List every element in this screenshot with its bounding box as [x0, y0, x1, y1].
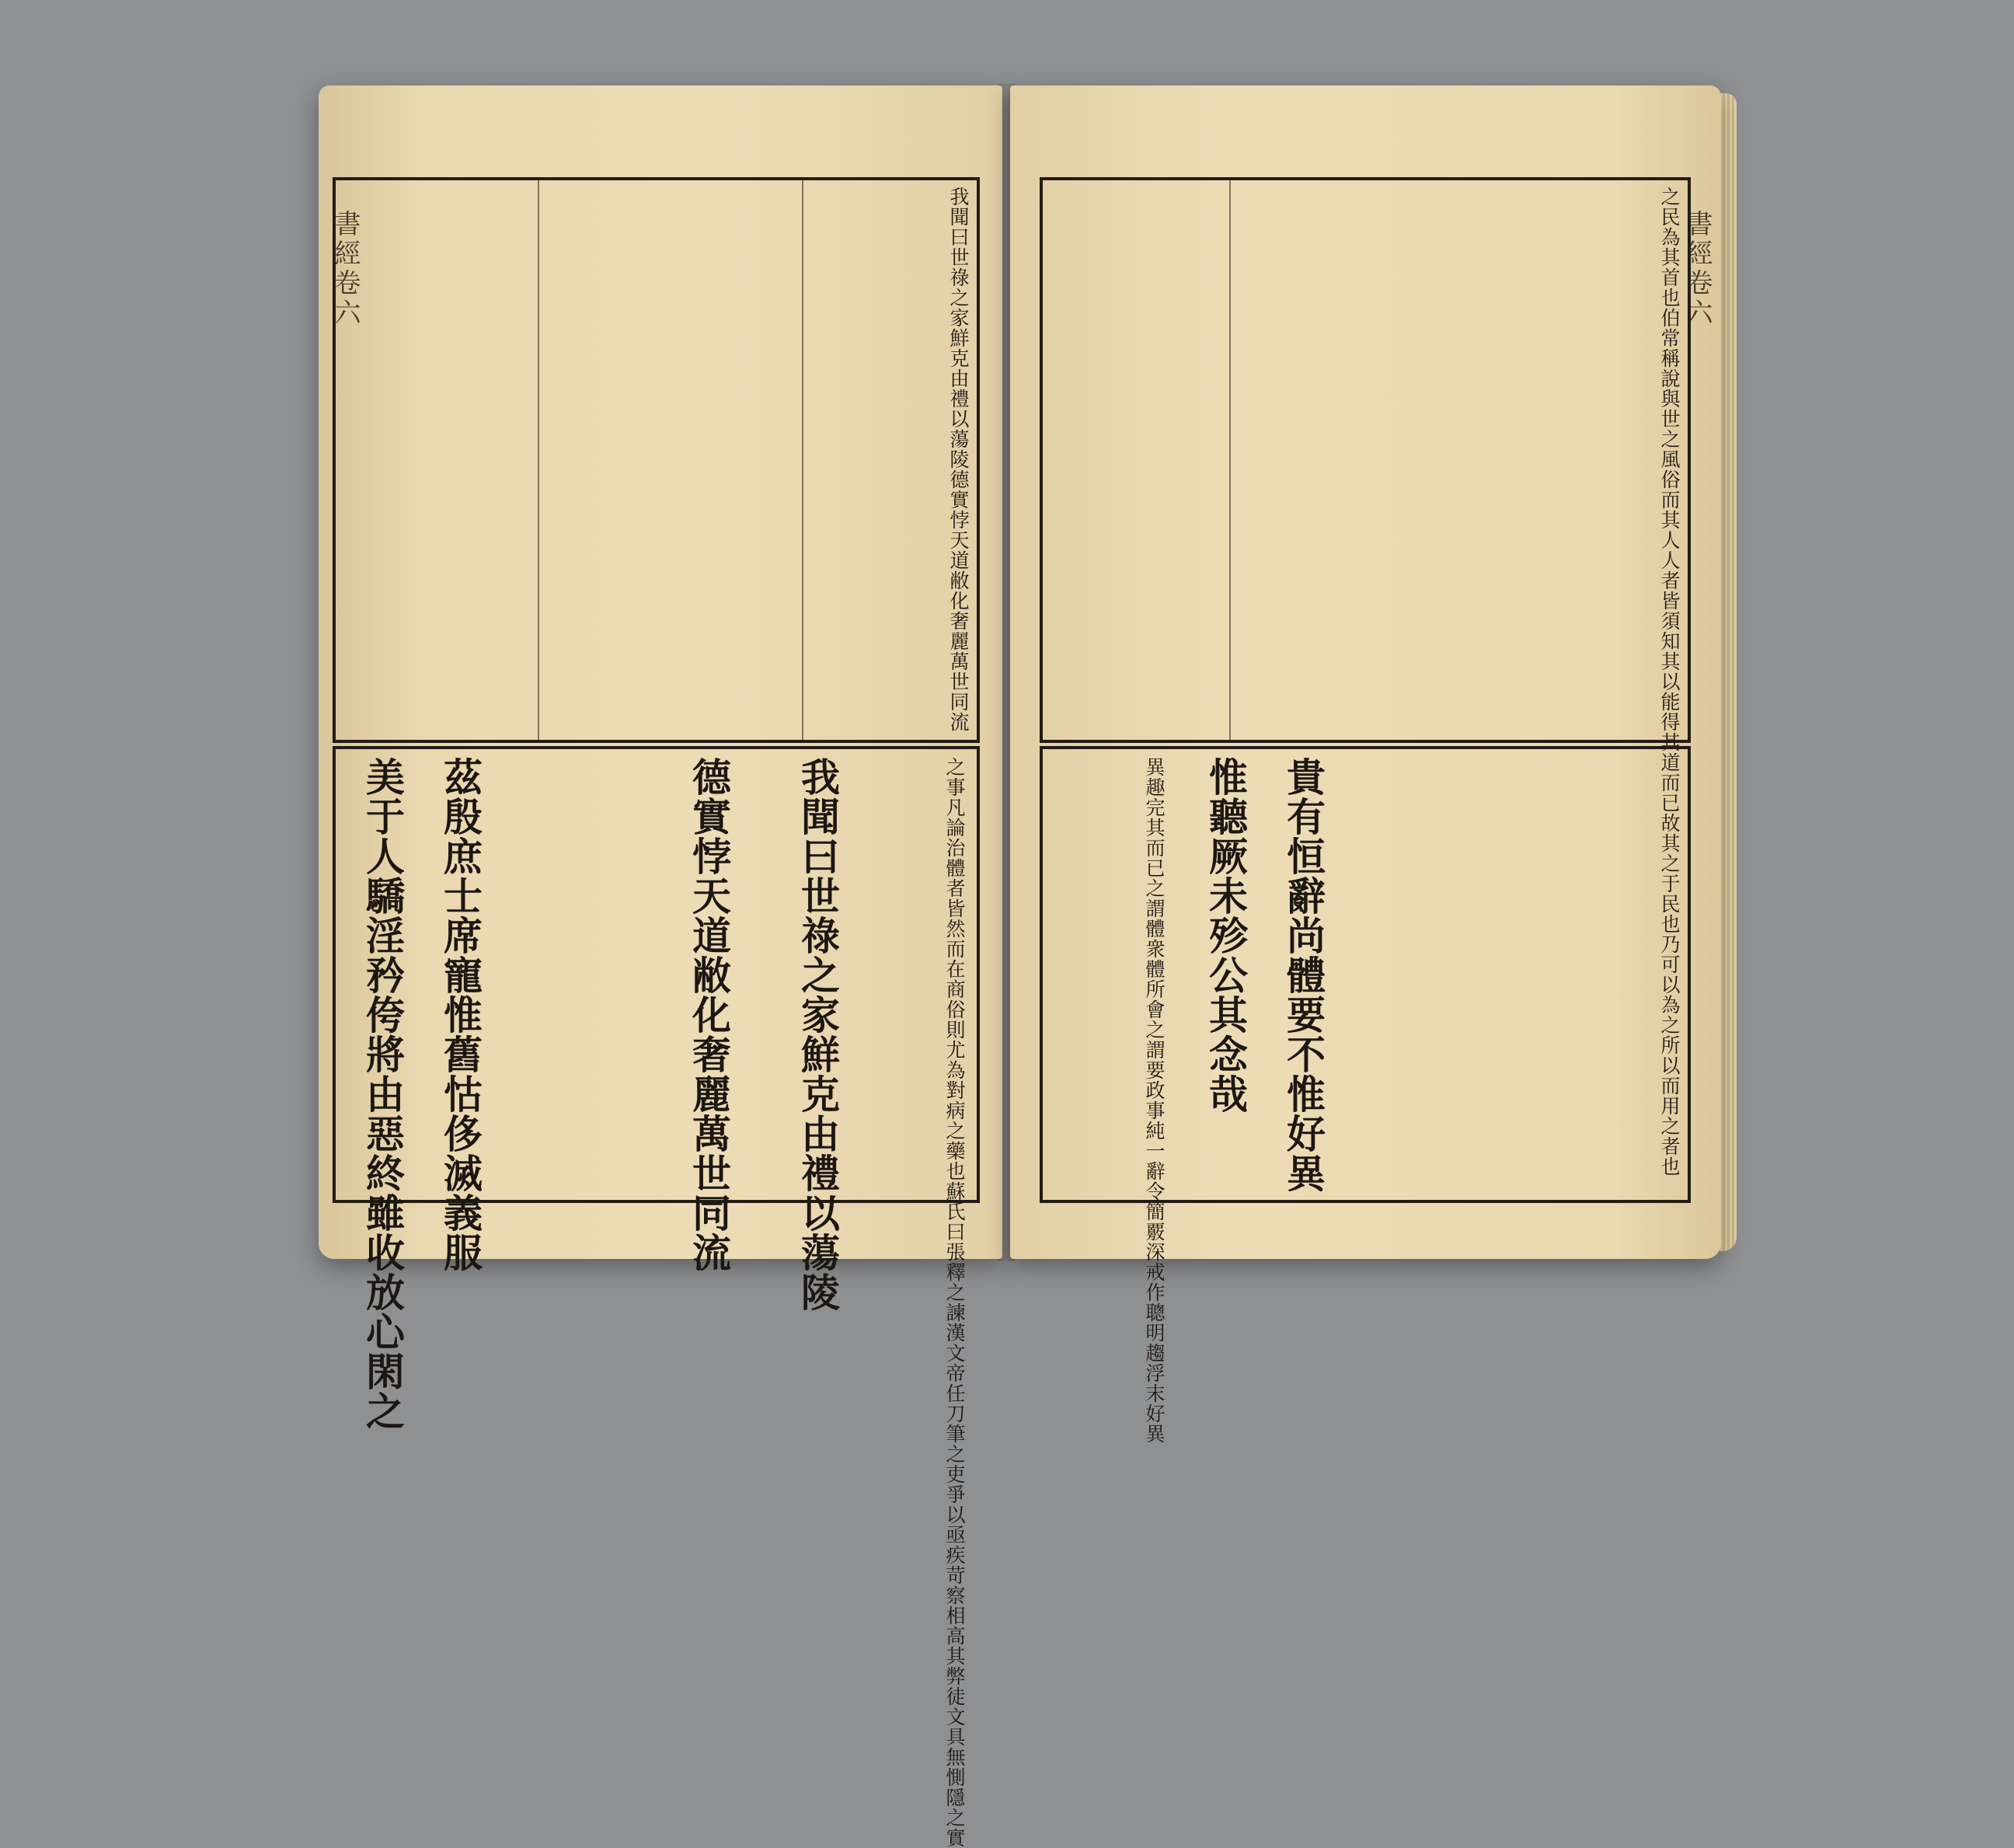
left-bottom-text-block — [333, 746, 980, 1848]
left-top-text-block — [333, 177, 980, 743]
left-main-text-col-3: 茲殷庶士席寵惟舊怙侈滅義服 — [437, 757, 483, 1272]
right-top-commentary-text: 之民為其首也伯常稱說與世之風俗而其人人者皆須知其以能得其道而已故其之于民也乃可以為之所以而用之者也 — [1658, 187, 1681, 1177]
right-page — [1010, 85, 1721, 1444]
left-main-text-col-2: 德實悖天道敝化奢麗萬世同流 — [686, 757, 732, 1272]
left-main-text-col-4: 美于人驕淫矜侉將由惡終雖收放心閑之 — [360, 757, 406, 1431]
left-top-commentary-text: 我聞曰世祿之家鮮克由禮以蕩陵德實悖天道敝化奢麗萬世同流 — [947, 187, 970, 732]
right-page-margin-title: 書經卷六 — [1681, 210, 1713, 328]
right-main-text-col-2: 貴有恒辭尚體要不惟好異 — [1281, 757, 1326, 1193]
right-bottom-commentary-text: 異趣完其而已之謂體衆體所會之謂要政事純一辭令簡覈深戒作聰明趨浮末好異 — [1143, 757, 1166, 1444]
left-page-margin-title: 書經卷六 — [329, 210, 361, 328]
left-main-text-col-1: 我聞曰世祿之家鮮克由禮以蕩陵 — [795, 757, 841, 1312]
right-bottom-text-block — [1040, 746, 1691, 1444]
right-main-text-col-1: 惟聽厥未殄公其念哉 — [1203, 757, 1249, 1114]
left-bottom-commentary-text: 之事凡論治體者皆然而在商俗則尤為對病之藥也蘇氏曰張釋之諫漢文帝任刀筆之吏爭以亟疾苛察相高其弊徒文具無惻隱之實 — [943, 757, 966, 1848]
left-page — [319, 85, 1002, 1848]
